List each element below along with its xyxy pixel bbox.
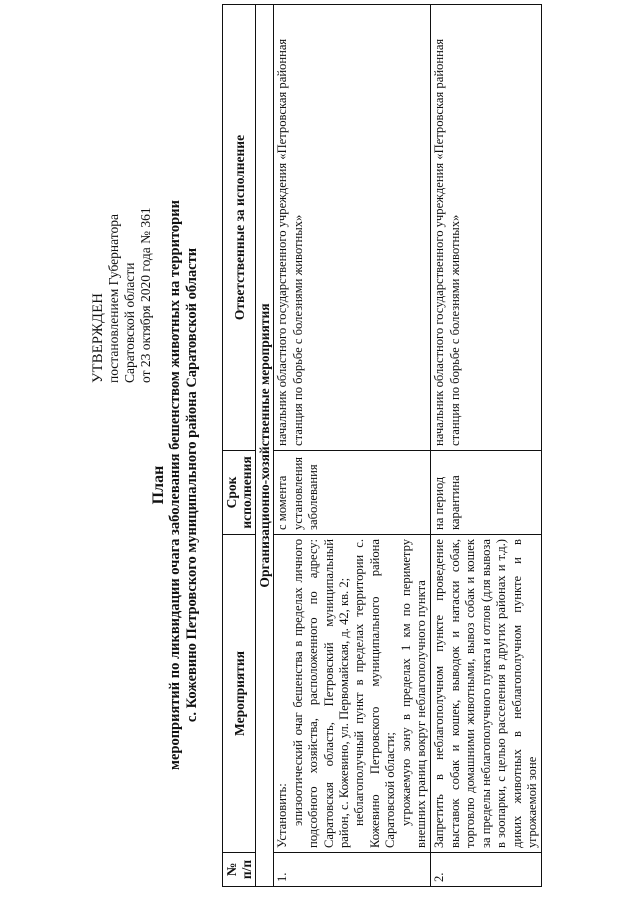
activity-paragraph: угрожаемую зону в пределах 1 км по периметру внешних границ вокруг неблагополучного пункта [398, 539, 429, 848]
row-responsible: начальник областного государственного учреждения «Петровская районная станция по борьбе с болезнями животных» [274, 5, 431, 451]
section-row [256, 5, 274, 887]
row-activity: Запретить в неблагополучном пункте проведение выставок собак и кошек, выводок и натаски собак, торговлю домашними животными, вывоз собак и кошек за пределы неблагополучного пункта и отлов (для вывоза в зоопарки, с целью расселения в других районах и т.д.) диких животных в неблагополучном пункте и в угрожаемой зоне [431, 535, 542, 853]
header-activities: Мероприятия [223, 535, 256, 853]
section-title: Организационно-хозяйственные мероприятия [256, 5, 274, 887]
row-number: 2. [431, 853, 542, 887]
row-responsible: начальник областного государственного учреждения «Петровская районная станция по борьбе с болезнями животных» [431, 5, 542, 451]
header-term: Срок исполнения [223, 451, 256, 535]
approval-line: постановлением Губернатора [106, 214, 121, 383]
row-activity [274, 535, 431, 853]
title-main: План [150, 465, 167, 505]
title-line: с. Кожевино Петровского муниципального района Саратовской области [184, 247, 200, 723]
approval-stamp [90, 83, 154, 383]
approval-line: Саратовской области [122, 262, 137, 383]
table-row [431, 5, 542, 887]
header-num: № п/п [223, 853, 256, 887]
approval-line: от 23 октября 2020 года № 361 [138, 207, 153, 383]
row-term: на период карантина [431, 451, 542, 535]
approval-heading: УТВЕРЖДЕН [90, 292, 106, 383]
row-number: 1. [274, 853, 431, 887]
document-title [150, 105, 201, 865]
row-term: с момента установления заболевания [274, 451, 431, 535]
table-header-row [223, 5, 256, 887]
plan-table [222, 4, 542, 887]
activity-paragraph: эпизоотический очаг бешенства в пределах личного подсобного хозяйства, расположенного по адресу: Саратовская область, Петровский муниципальный район, с. Кожевино, ул. Первомайская, д. 42, кв. 2; [290, 539, 352, 848]
table-row [274, 5, 431, 887]
title-line: мероприятий по ликвидации очага заболевания бешенством животных на территории [167, 200, 183, 770]
activity-intro: Установить: [275, 783, 290, 848]
activity-paragraph: неблагополучный пункт в пределах территории с. Кожевино Петровского муниципального района Саратовской области; [352, 539, 398, 848]
header-responsible: Ответственные за исполнение [223, 5, 256, 451]
